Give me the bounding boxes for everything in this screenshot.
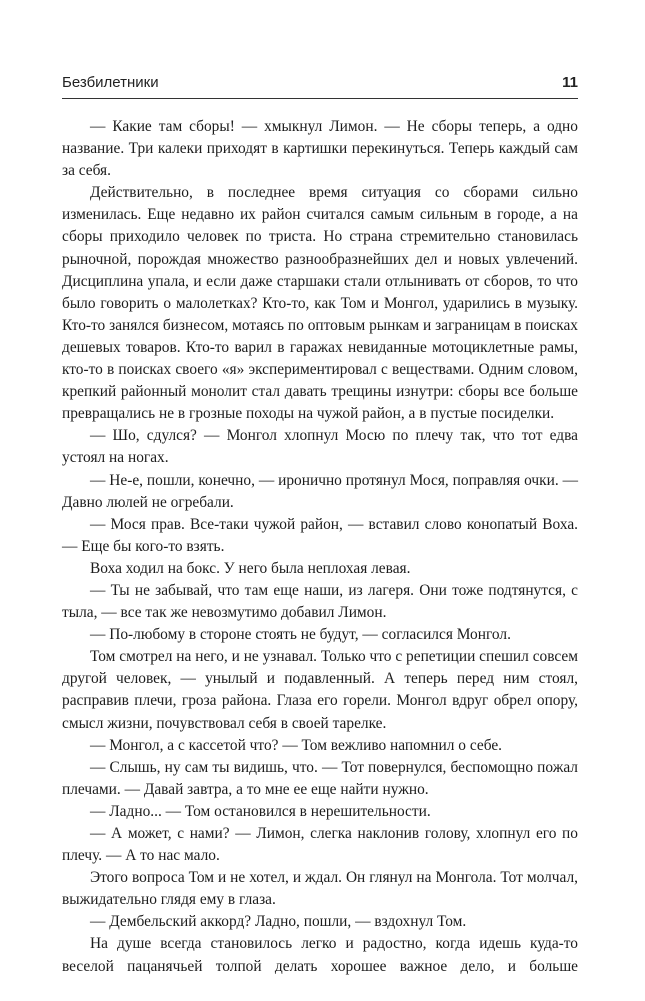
paragraph: Действительно, в последнее время ситуация со сборами сильно изменилась. Еще недавно их район считался самым сильным в городе, а на сборы приходило человек по триста. Но страна стремительно становилась рыночной, порождая множество разнообразнейших дел и новых увлечений. Дисциплина упала, и если даже старшаки стали отлынивать от сборов, то что было говорить о малолетках? Кто-то, как Том и Монгол, ударились в музыку. Кто-то занялся бизнесом, мотаясь по оптовым рынкам и заграницам в поисках дешевых товаров. Кто-то варил в гаражах невиданные мотоциклетные рамы, кто-то в поисках своего «я» экспериментировал с веществами. Одним словом, крепкий районный монолит стал давать трещины изнутри: сборы все больше превращались не в грозные походы на чужой район, а в пустые посиделки. <box>62 184 578 423</box>
paragraph: — Ты не забывай, что там еще наши, из лагеря. Они тоже подтянутся, с тыла, — все так же невозмутимо добавил Лимон. <box>62 581 578 622</box>
paragraph: — Слышь, ну сам ты видишь, что. — Тот повернулся, беспомощно пожал плечами. — Давай завтра, а то мне ее еще найти нужно. <box>62 758 578 798</box>
paragraph: — А может, с нами? — Лимон, слегка наклонив голову, хлопнул его по плечу. — А то нас мало. <box>62 825 578 865</box>
paragraph: — Не-е, пошли, конечно, — иронично протянул Мося, поправляя очки. — Давно люлей не огребали. <box>62 471 578 511</box>
paragraph: — По-любому в стороне стоять не будут, — согласился Монгол. <box>90 626 511 644</box>
paragraph-continued: На душе всегда становилось легко и радостно, когда идешь куда-то веселой пацанячьей толпой делать хорошее важное дело, и больше <box>62 935 578 975</box>
paragraph: — Какие там сборы! — хмыкнул Лимон. — Не сборы теперь, а одно название. Три калеки приходят в картишки перекинуться. Теперь каждый сам за себя. <box>62 118 578 180</box>
paragraph: Воха ходил на бокс. У него была неплохая левая. <box>90 559 411 577</box>
paragraph: — Ладно... — Том остановился в нерешительности. <box>90 802 431 820</box>
paragraph: — Дембельский аккорд? Ладно, пошли, — вздохнул Том. <box>90 913 467 931</box>
paragraph: — Монгол, а с кассетой что? — Том вежливо напомнил о себе. <box>90 736 502 754</box>
header-divider <box>62 98 578 99</box>
paragraph: — Мося прав. Все-таки чужой район, — вставил слово конопатый Воха. — Еще бы кого-то взять. <box>62 515 578 555</box>
book-title: Безбилетники <box>62 74 159 91</box>
page-body <box>62 116 578 978</box>
paragraph: Том смотрел на него, и не узнавал. Только что с репетиции спешил совсем другой человек, — унылый и подавленный. А теперь перед ним стоял, расправив плечи, гроза района. Глаза его горели. Монгол вдруг обрел опору, смысл жизни, почувствовал себя в своей тарелке. <box>62 648 578 732</box>
page-number: 11 <box>562 74 578 91</box>
running-header <box>62 74 578 96</box>
paragraph: Этого вопроса Том и не хотел, и ждал. Он глянул на Монгола. Тот молчал, выжидательно глядя ему в глаза. <box>62 869 578 909</box>
paragraph: — Шо, сдулся? — Монгол хлопнул Мосю по плечу так, что тот едва устоял на ногах. <box>62 427 578 467</box>
